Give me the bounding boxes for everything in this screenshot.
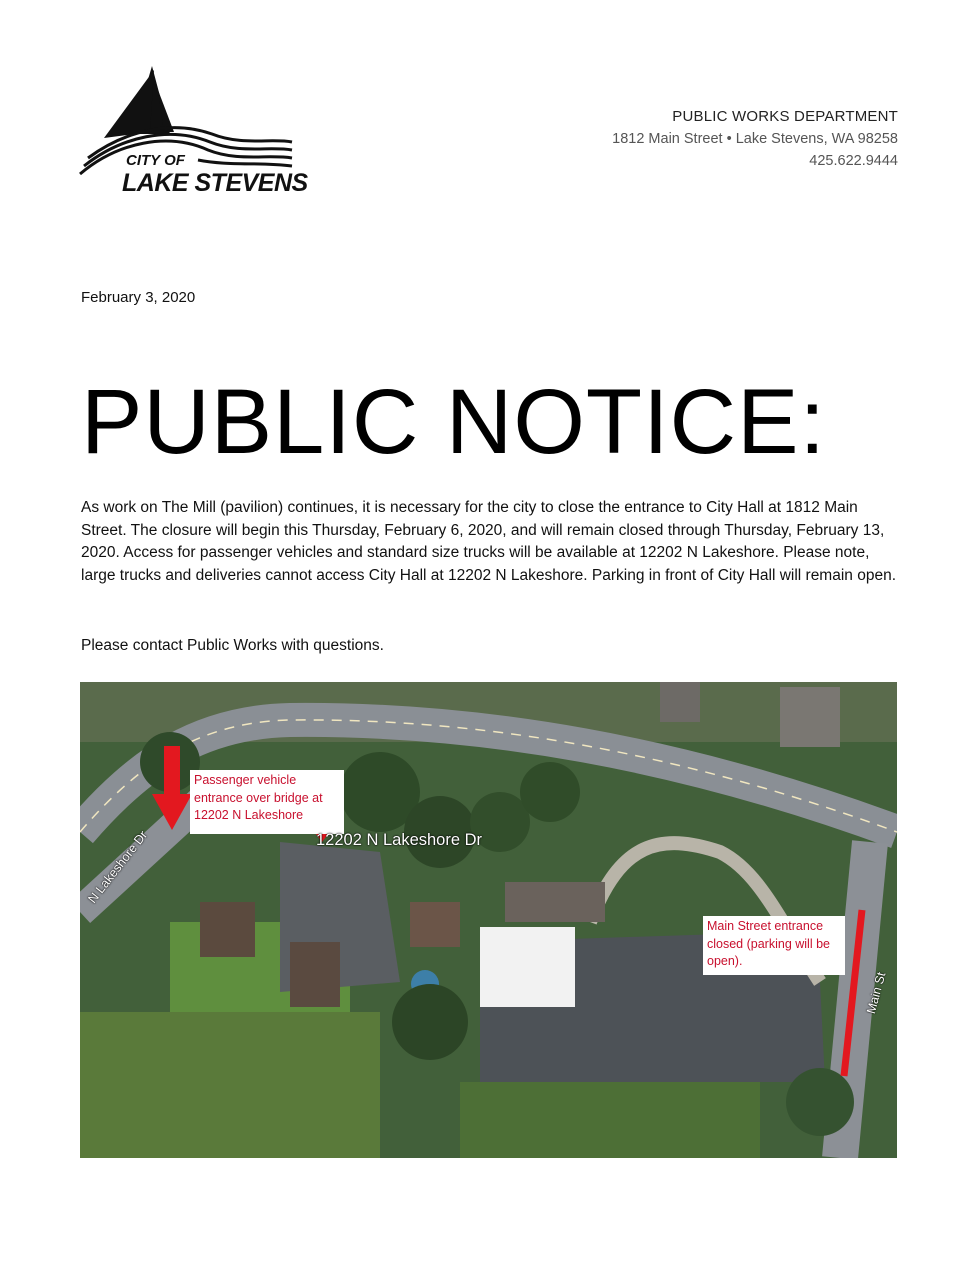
department-phone: 425.622.9444 xyxy=(809,153,898,169)
department-name: PUBLIC WORKS DEPARTMENT xyxy=(672,108,898,125)
logo-lake-stevens: LAKE STEVENS xyxy=(122,169,308,197)
map-road-label-main: Main St xyxy=(863,970,889,1016)
callout-main-street-closure: Main Street entrance closed (parking will be open). xyxy=(703,916,845,975)
notice-body: As work on The Mill (pavilion) continues, it is necessary for the city to close the entrance to City Hall at 1812 Main Street. The closure will begin this Thursday, February 6, 2020, and will remain closed through Thursday, February 13, 2020. Access for passenger vehicles and standard size trucks will be available at 12202 N Lakeshore. Please note, large trucks and deliveries cannot access City Hall at 12202 N Lakeshore. Parking in front of City Hall will remain open. xyxy=(81,499,896,584)
contact-line: Please contact Public Works with questions. xyxy=(81,637,384,654)
department-address: 1812 Main Street • Lake Stevens, WA 98258 xyxy=(612,131,898,147)
map-road-label-lakeshore: N Lakeshore Dr xyxy=(85,828,151,906)
logo-city-of: CITY OF xyxy=(126,152,185,169)
callout-lakeshore-entrance: Passenger vehicle entrance over bridge at 12202 N Lakeshore xyxy=(190,770,344,834)
notice-date: February 3, 2020 xyxy=(81,289,196,306)
map-address-label: 12202 N Lakeshore Dr xyxy=(316,831,483,849)
city-logo xyxy=(78,62,308,212)
department-header xyxy=(612,106,898,172)
page-title: PUBLIC NOTICE: xyxy=(81,371,827,473)
aerial-map xyxy=(80,682,897,1158)
